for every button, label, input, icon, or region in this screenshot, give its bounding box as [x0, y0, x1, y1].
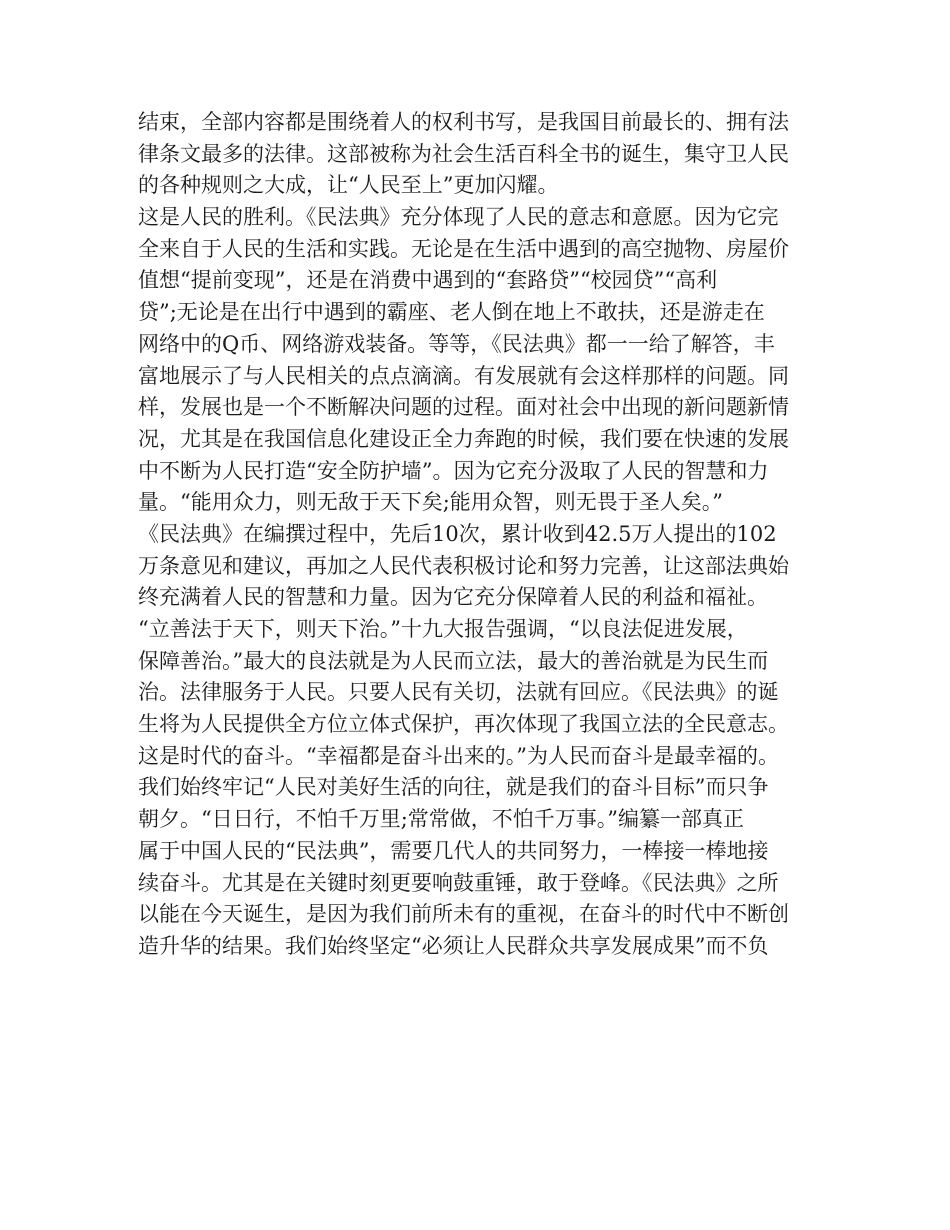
text-line: 以能在今天诞生，是因为我们前所未有的重视，在奋斗的时代中不断创 [138, 902, 789, 927]
text-line: 量。“能用众力，则无敌于天下矣;能用众智，则无畏于圣人矣。” [138, 490, 724, 515]
text-line: 属于中国人民的“民法典”，需要几代人的共同努力，一棒接一棒地接 [138, 838, 769, 863]
text-line: 造升华的结果。我们始终坚定“必须让人民群众共享发展成果”而不负 [138, 933, 769, 958]
body-text [138, 107, 838, 963]
text-line: 中不断为人民打造“安全防护墙”。因为它充分汲取了人民的智慧和力 [138, 458, 769, 483]
text-line: 终充满着人民的智慧和力量。因为它充分保障着人民的利益和福祉。 [138, 585, 768, 610]
text-line: 朝夕。“日日行，不怕千万里;常常做，不怕千万事。”编纂一部真正 [138, 807, 745, 832]
text-line: 我们始终牢记“人民对美好生活的向往，就是我们的奋斗目标”而只争 [138, 775, 769, 800]
text-line: 生将为人民提供全方位立体式保护，再次体现了我国立法的全民意志。 [138, 712, 789, 737]
text-line: 况，尤其是在我国信息化建设正全力奔跑的时候，我们要在快速的发展 [138, 426, 789, 451]
text-line: 贷”;无论是在出行中遇到的霸座、老人倒在地上不敢扶，还是游走在 [138, 300, 765, 325]
text-line: “立善法于天下，则天下治。”十九大报告强调，“以良法促进发展， [138, 617, 748, 641]
text-line: 全来自于人民的生活和实践。无论是在生活中遇到的高空抛物、房屋价 [138, 236, 789, 261]
text-line: 网络中的Q币、网络游戏装备。等等，《民法典》都一一给了解答，丰 [138, 331, 775, 356]
text-line: 这是人民的胜利。《民法典》充分体现了人民的意志和意愿。因为它完 [138, 205, 779, 230]
text-line: 结束，全部内容都是围绕着人的权利书写，是我国目前最长的、拥有法 [138, 110, 789, 134]
text-line: 样，发展也是一个不断解决问题的过程。面对社会中出现的新问题新情 [138, 395, 789, 420]
text-line: 值想“提前变现”，还是在消费中遇到的“套路贷”“校园贷”“高利 [138, 268, 718, 293]
text-line: 万条意见和建议，再加之人民代表积极讨论和努力完善，让这部法典始 [138, 553, 789, 578]
text-line: 的各种规则之大成，让“人民至上”更加闪耀。 [138, 173, 559, 198]
text-line: 治。法律服务于人民。只要人民有关切，法就有回应。《民法典》的诞 [138, 680, 779, 705]
text-line: 富地展示了与人民相关的点点滴滴。有发展就有会这样那样的问题。同 [138, 363, 789, 388]
text-line: 律条文最多的法律。这部被称为社会生活百科全书的诞生，集守卫人民 [138, 141, 789, 166]
text-line: 续奋斗。尤其是在关键时刻更要响鼓重锤，敢于登峰。《民法典》之所 [138, 870, 779, 895]
text-line: 保障善治。”最大的良法就是为人民而立法，最大的善治就是为民生而 [138, 648, 769, 673]
text-line: 《民法典》在编撰过程中，先后10次，累计收到42.5万人提出的102 [138, 521, 777, 546]
text-line: 这是时代的奋斗。“幸福都是奋斗出来的。”为人民而奋斗是最幸福的。 [138, 743, 779, 768]
